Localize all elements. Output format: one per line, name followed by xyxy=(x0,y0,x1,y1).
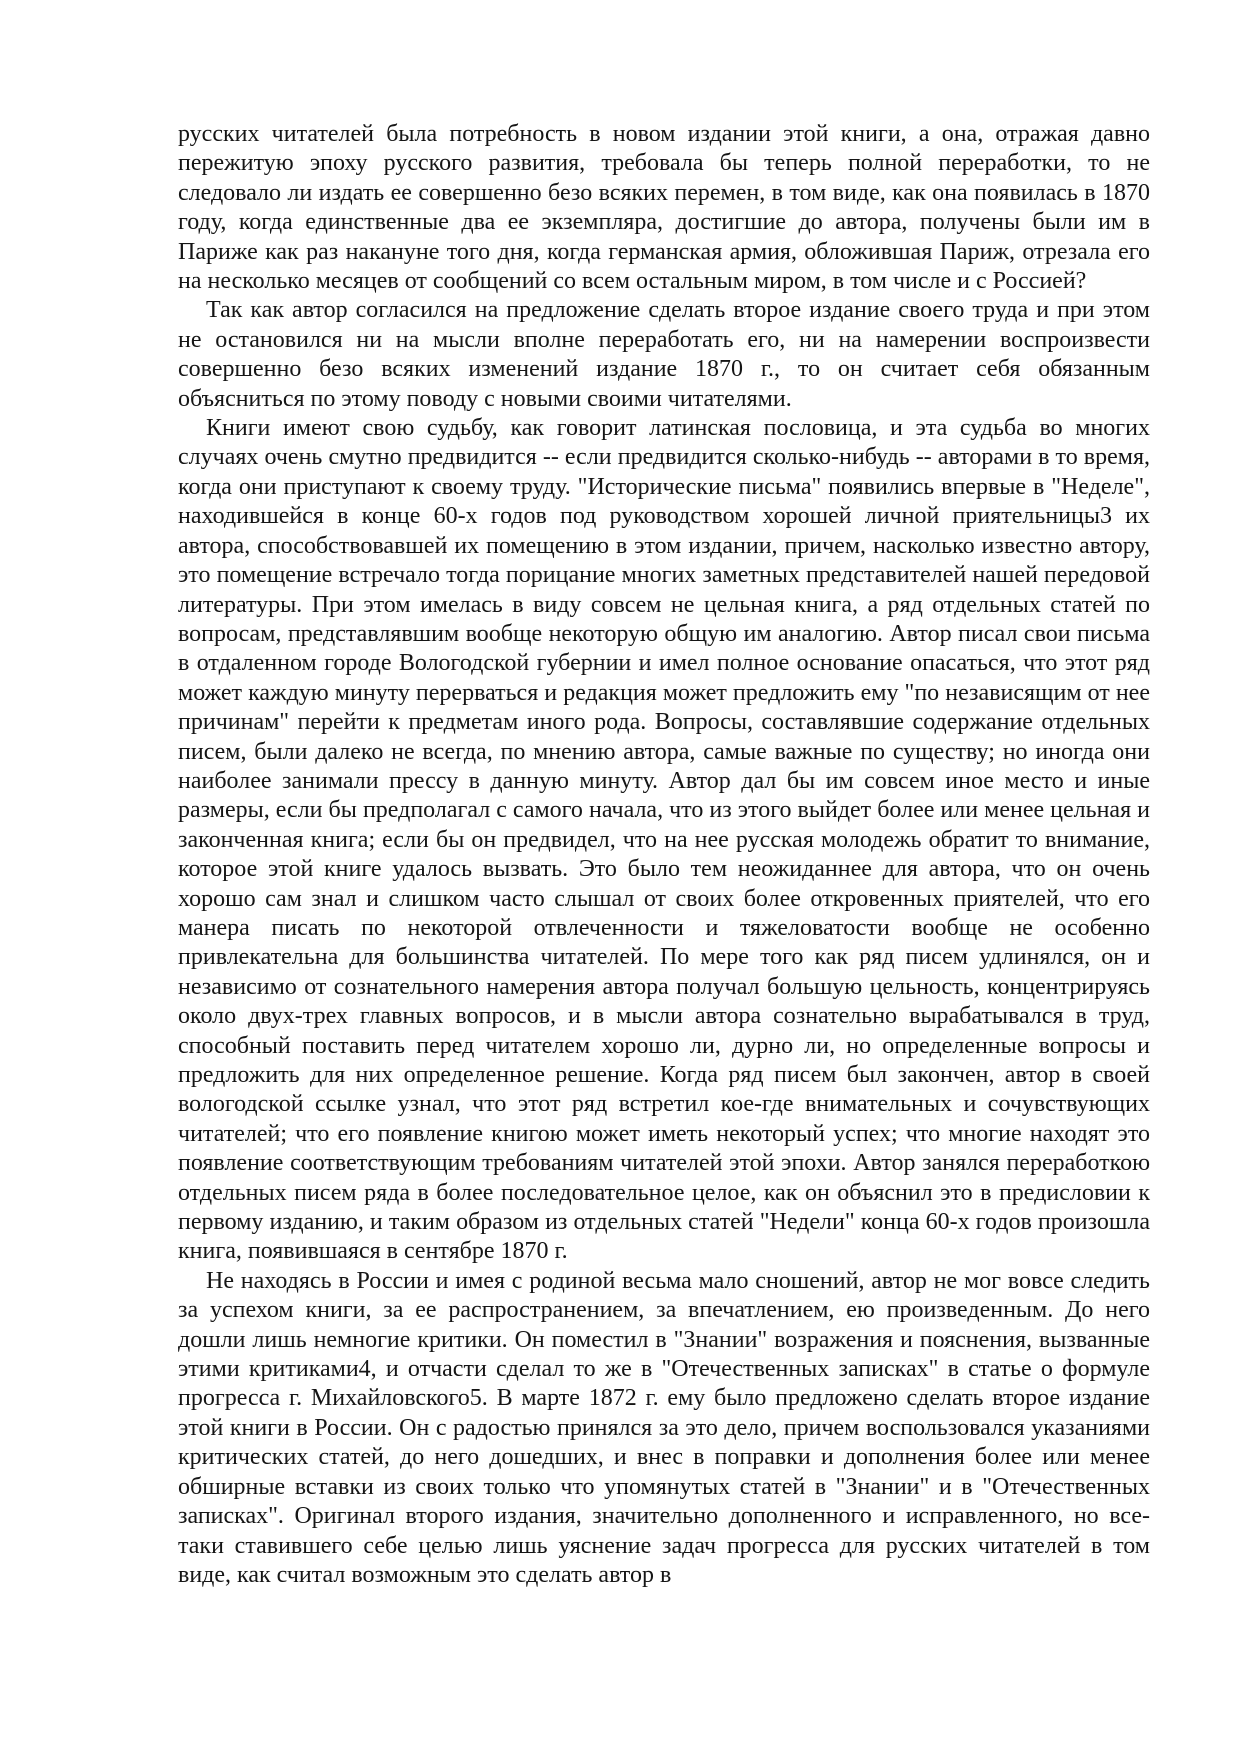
paragraph-second-edition: Так как автор согласился на предложение сделать второе издание своего труда и при этом не остановился ни на мысли вполне переработать его, ни на намерении воспроизвести совершенно безо всяких изменений издание 1870 г., то он считает себя обязанным объясниться по этому поводу с новыми своими читателями. xyxy=(178,297,1150,412)
paragraph-books-fate: Книги имеют свою судьбу, как говорит латинская пословица, и эта судьба во многих случаях очень смутно предвидится -- если предвидится сколько-нибудь -- авторами в то время, когда они приступают к своему труду. "Исторические письма" появились впервые в "Неделе", находившейся в конце 60-х годов под руководством хорошей личной приятельницы3 их автора, способствовавшей их помещению в этом издании, причем, насколько известно автору, это помещение встречало тогда порицание многих заметных представителей нашей передовой литературы. При этом имелась в виду совсем не цельная книга, а ряд отдельных статей по вопросам, представлявшим вообще некоторую общую им аналогию. Автор писал свои письма в отдаленном городе Вологодской губернии и имел полное основание опасаться, что этот ряд может каждую минуту перерваться и редакция может предложить ему "по независящим от нее причинам" перейти к предметам иного рода. Вопросы, составлявшие содержание отдельных писем, были далеко не всегда, по мнению автора, самые важные по существу; но иногда они наиболее занимали прессу в данную минуту. Автор дал бы им совсем иное место и иные размеры, если бы предполагал с самого начала, что из этого выйдет более или менее цельная и законченная книга; если бы он предвидел, что на нее русская молодежь обратит то внимание, которое этой книге удалось вызвать. Это было тем неожиданнее для автора, что он очень хорошо сам знал и слишком часто слышал от своих более откровенных приятелей, что его манера писать по некоторой отвлеченности и тяжеловатости вообще не особенно привлекательна для большинства читателей. По мере того как ряд писем удлинялся, он и независимо от сознательного намерения автора получал большую цельность, концентрируясь около двух-трех главных вопросов, и в мысли автора сознательно вырабатывался в труд, способный поставить перед читателем хорошо ли, дурно ли, но определенные вопросы и предложить для них определенное решение. Когда ряд писем был закончен, автор в своей вологодской ссылке узнал, что этот ряд встретил кое-где внимательных и сочувствующих читателей; что его появление книгою может иметь некоторый успех; что многие находят это появление соответствующим требованиям читателей этой эпохи. Автор занялся переработкою отдельных писем ряда в более последовательное целое, как он объяснил это в предисловии к первому изданию, и таким образом из отдельных статей "Недели" конца 60-х годов произошла книга, появившаяся в сентябре 1870 г. xyxy=(178,415,1150,1265)
paragraph-abroad: Не находясь в России и имея с родиной весьма мало сношений, автор не мог вовсе следить за успехом книги, за ее распространением, за впечатлением, ею произведенным. До него дошли лишь немногие критики. Он поместил в "Знании" возражения и пояснения, вызванные этими критиками4, и отчасти сделал то же в "Отечественных записках" в статье о формуле прогресса г. Михайловского5. В марте 1872 г. ему было предложено сделать второе издание этой книги в России. Он с радостью принялся за это дело, причем воспользовался указаниями критических статей, до него дошедших, и внес в поправки и дополнения более или менее обширные вставки из своих только что упомянутых статей в "Знании" и в "Отечественных записках". Оригинал второго издания, значительно дополненного и исправленного, но все-таки ставившего себе целью лишь уяснение задач прогресса для русских читателей в том виде, как считал возможным это сделать автор в xyxy=(178,1267,1150,1588)
paragraph-continuation: русских читателей была потребность в новом издании этой книги, а она, отражая давно пережитую эпоху русского развития, требовала бы теперь полной переработки, то не следовало ли издать ее совершенно безо всяких перемен, в том виде, как она появилась в 1870 году, когда единственные два ее экземпляра, достигшие до автора, получены были им в Париже как раз накануне того дня, когда германская армия, обложившая Париж, отрезала его на несколько месяцев от сообщений со всем остальным миром, в том числе и с Россией? xyxy=(178,121,1150,295)
document-page xyxy=(178,120,1150,1590)
